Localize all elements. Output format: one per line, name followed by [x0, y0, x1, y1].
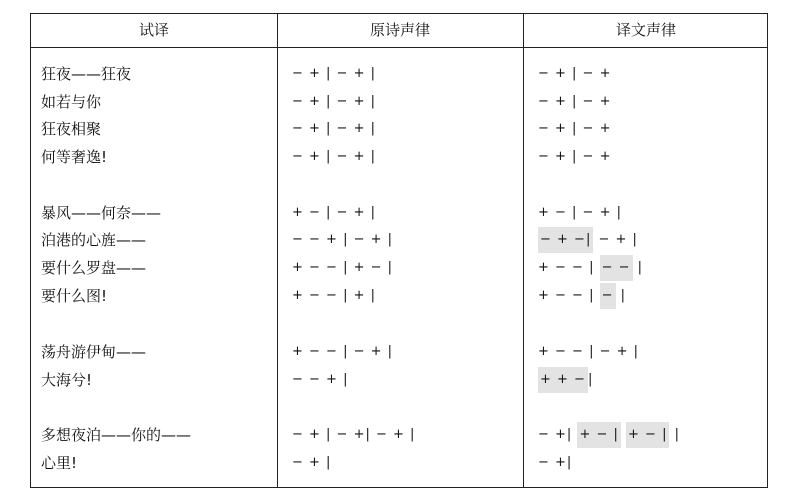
meter-segment: |	[669, 427, 680, 442]
table-row	[31, 116, 767, 142]
translation-line: 心里!	[41, 454, 78, 472]
meter-segment: − +|	[538, 455, 573, 470]
table-row	[31, 227, 767, 253]
translation-meter-pattern	[538, 116, 611, 142]
header-translation-meter: 译文声律	[615, 21, 676, 39]
meter-segment: |	[632, 260, 644, 275]
meter-segment: − + | − +	[538, 149, 612, 164]
translation-line: 何等奢逸!	[41, 148, 108, 166]
header-original-meter: 原诗声律	[369, 21, 430, 39]
meter-segment: − + |	[593, 232, 638, 247]
translation-meter-pattern	[538, 200, 622, 226]
translation-line: 荡舟游伊甸——	[41, 343, 147, 361]
translation-line: 暴风——何奈——	[41, 204, 162, 222]
highlighted-meter-segment: + − |	[626, 422, 669, 448]
original-meter-pattern: − − + |	[292, 372, 349, 387]
meter-segment: − + | − +	[538, 66, 612, 81]
header-divider	[31, 47, 767, 48]
original-meter-pattern: + − − | + − |	[292, 260, 394, 275]
original-meter-pattern: + − − | − + |	[292, 344, 394, 359]
translation-meter-pattern	[538, 61, 611, 87]
translation-meter-pattern	[538, 283, 626, 309]
translation-meter-pattern	[538, 255, 643, 281]
table-row	[31, 89, 767, 115]
highlighted-meter-segment: −	[600, 283, 616, 309]
translation-meter-pattern	[538, 367, 593, 393]
translation-line: 大海兮!	[41, 371, 93, 389]
meter-segment: + − − |	[538, 288, 600, 303]
original-meter-pattern: − + | − + |	[292, 121, 376, 136]
translation-meter-pattern	[538, 422, 680, 448]
meter-segment: + − − |	[538, 260, 600, 275]
highlighted-meter-segment: + − |	[577, 422, 620, 448]
table-row	[31, 367, 767, 393]
original-meter-pattern: − + | − + |	[292, 66, 376, 81]
meter-segment: + − − | − + |	[538, 344, 640, 359]
highlighted-meter-segment: − −	[600, 255, 633, 281]
table-row	[31, 200, 767, 226]
original-meter-pattern: + − − | + |	[292, 288, 376, 303]
translation-line: 要什么罗盘——	[41, 259, 147, 277]
original-meter-pattern: − + | − + |	[292, 149, 376, 164]
translation-line: 多想夜泊——你的——	[41, 426, 192, 444]
translation-meter-pattern	[538, 450, 572, 476]
table-row	[31, 339, 767, 365]
table-row	[31, 255, 767, 281]
highlighted-meter-segment: + + −	[538, 367, 588, 393]
meter-segment: − +|	[538, 427, 578, 442]
original-meter-pattern: + − | − + |	[292, 205, 376, 220]
meter-segment: − + | − +	[538, 94, 612, 109]
translation-meter-pattern	[538, 89, 611, 115]
header-translation: 试译	[138, 21, 169, 39]
table-row	[31, 144, 767, 170]
translation-line: 要什么图!	[41, 287, 108, 305]
table-row	[31, 422, 767, 448]
meter-segment: + − | − + |	[538, 205, 622, 220]
translation-meter-pattern	[538, 144, 611, 170]
original-meter-pattern: − + | − + |	[292, 94, 376, 109]
translation-line: 狂夜相聚	[41, 120, 102, 138]
table-row	[31, 450, 767, 476]
original-meter-pattern: − + | − +| − + |	[292, 427, 416, 442]
translation-meter-pattern	[538, 339, 639, 365]
original-meter-pattern: − − + | − + |	[292, 232, 394, 247]
table-row	[31, 283, 767, 309]
translation-line: 如若与你	[41, 93, 102, 111]
original-meter-pattern: − + |	[292, 455, 332, 470]
meter-segment: − + | − +	[538, 121, 612, 136]
translation-meter-pattern	[538, 227, 638, 253]
translation-line: 狂夜——狂夜	[41, 65, 132, 83]
translation-line: 泊港的心旌——	[41, 231, 147, 249]
table-row	[31, 61, 767, 87]
meter-segment: |	[615, 288, 627, 303]
prosody-table	[30, 13, 768, 488]
highlighted-meter-segment: − + −|	[538, 227, 593, 253]
meter-segment: |	[587, 372, 594, 387]
